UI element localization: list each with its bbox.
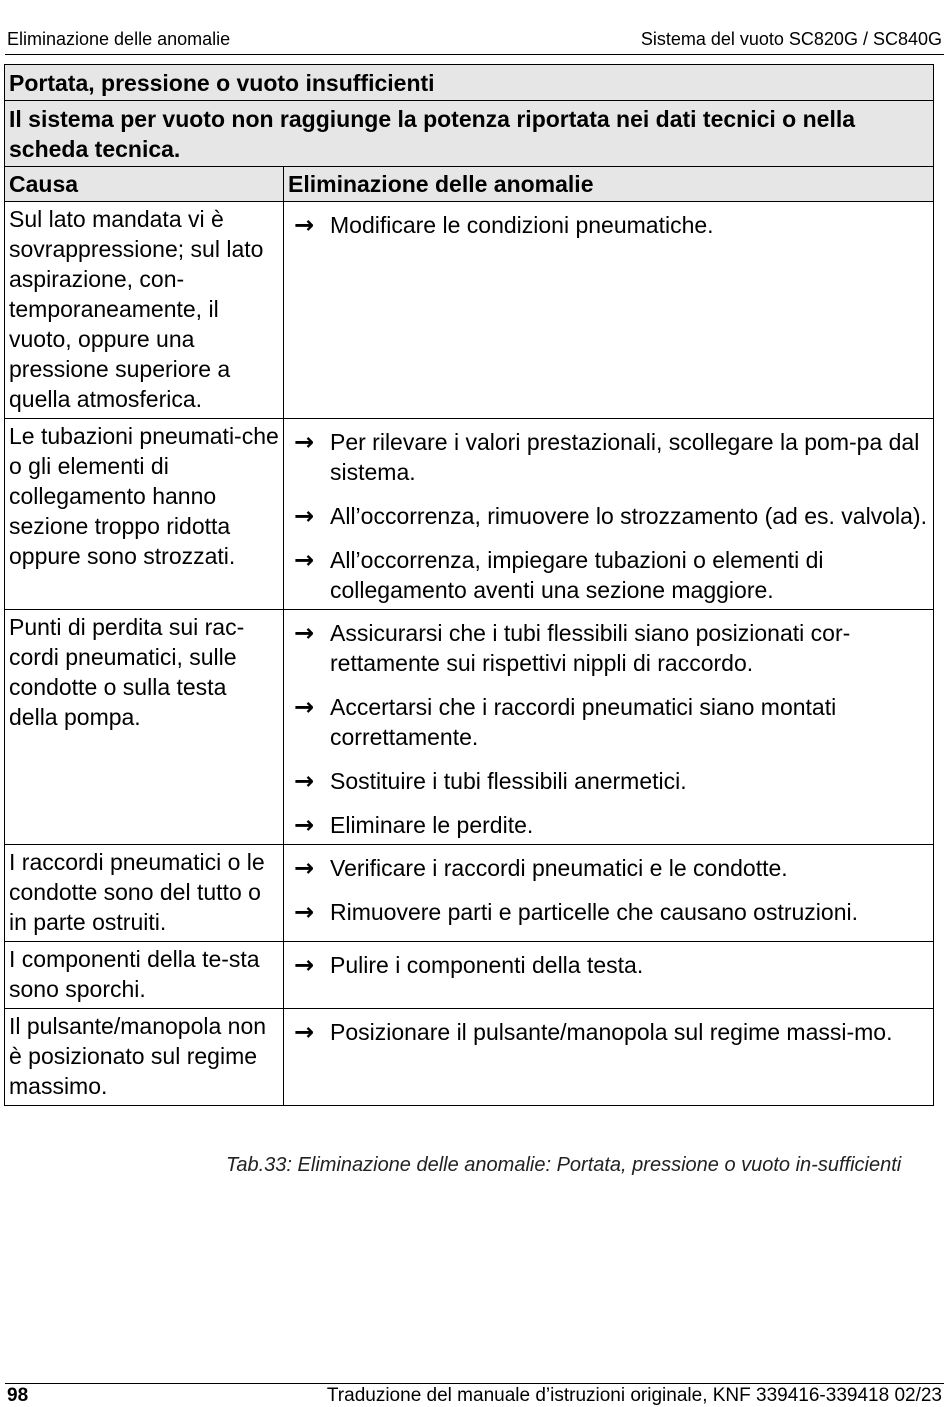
arrow-right-icon: → [294, 854, 315, 882]
remedy-step [294, 853, 929, 883]
remedy-step [294, 545, 929, 605]
remedy-step [294, 950, 929, 980]
remedy-cell [284, 419, 934, 610]
remedy-text: Pulire i componenti della testa. [330, 952, 644, 978]
column-header-remedy: Eliminazione delle anomalie [284, 167, 934, 202]
table-row [5, 1009, 934, 1106]
arrow-right-icon: → [294, 211, 315, 239]
remedy-text: Rimuovere parti e particelle che causano ostruzioni. [330, 899, 858, 925]
document-reference: Traduzione del manuale d’istruzioni originale, KNF 339416-339418 02/23 [326, 1385, 942, 1406]
arrow-right-icon: → [294, 428, 315, 456]
arrow-right-icon: → [294, 619, 315, 647]
arrow-right-icon: → [294, 1018, 315, 1046]
remedy-cell [284, 942, 934, 1009]
remedy-text: Posizionare il pulsante/manopola sul regime massi-mo. [330, 1019, 893, 1045]
table-row [5, 942, 934, 1009]
remedy-text: Eliminare le perdite. [330, 812, 534, 838]
remedy-cell [284, 845, 934, 942]
cause-cell: Sul lato mandata vi è sovrappressione; sul lato aspirazione, con-temporaneamente, il vuoto, oppure una pressione superiore a quella atmosferica. [5, 202, 284, 419]
remedy-step [294, 766, 929, 796]
remedy-text: Verificare i raccordi pneumatici e le condotte. [330, 855, 788, 881]
remedy-text: Modificare le condizioni pneumatiche. [330, 212, 714, 238]
arrow-right-icon: → [294, 546, 315, 574]
table-row [5, 845, 934, 942]
arrow-right-icon: → [294, 767, 315, 795]
page-number: 98 [7, 1385, 29, 1406]
table-row [5, 202, 934, 419]
arrow-right-icon: → [294, 502, 315, 530]
table-row [5, 610, 934, 845]
cause-cell: Il pulsante/manopola non è posizionato sul regime massimo. [5, 1009, 284, 1106]
header-product-name: Sistema del vuoto SC820G / SC840G [640, 29, 942, 49]
remedy-text: Sostituire i tubi flessibili anermetici. [330, 768, 687, 794]
cause-cell: I raccordi pneumatici o le condotte sono del tutto o in parte ostruiti. [5, 845, 284, 942]
remedy-text: All’occorrenza, rimuovere lo strozzamento (ad es. valvola). [330, 503, 927, 529]
table-title: Portata, pressione o vuoto insufficienti [5, 65, 934, 101]
column-header-cause: Causa [5, 167, 284, 202]
remedy-step [294, 618, 929, 678]
remedy-cell [284, 610, 934, 845]
remedy-cell [284, 202, 934, 419]
arrow-right-icon: → [294, 693, 315, 721]
remedy-step [294, 501, 929, 531]
table-caption: Tab.33: Eliminazione delle anomalie: Portata, pressione o vuoto in-sufficienti [226, 1154, 902, 1176]
remedy-step [294, 427, 929, 487]
remedy-step [294, 810, 929, 840]
page-footer [5, 1383, 944, 1406]
arrow-right-icon: → [294, 951, 315, 979]
remedy-text: Per rilevare i valori prestazionali, scollegare la pom-pa dal sistema. [330, 429, 920, 485]
remedy-step [294, 692, 929, 752]
remedy-step [294, 897, 929, 927]
arrow-right-icon: → [294, 811, 315, 839]
page-header [5, 28, 944, 55]
header-section-title: Eliminazione delle anomalie [7, 29, 231, 49]
arrow-right-icon: → [294, 898, 315, 926]
troubleshooting-table [4, 64, 934, 1106]
remedy-step [294, 1017, 929, 1047]
cause-cell: Le tubazioni pneumati-che o gli elementi di collegamento hanno sezione troppo ridotta oppure sono strozzati. [5, 419, 284, 610]
cause-cell: Punti di perdita sui rac-cordi pneumatici, sulle condotte o sulla testa della pompa. [5, 610, 284, 845]
table-row [5, 419, 934, 610]
remedy-text: Accertarsi che i raccordi pneumatici siano montati correttamente. [330, 694, 837, 750]
remedy-text: All’occorrenza, impiegare tubazioni o elementi di collegamento aventi una sezione maggiore. [330, 547, 824, 603]
cause-cell: I componenti della te-sta sono sporchi. [5, 942, 284, 1009]
remedy-text: Assicurarsi che i tubi flessibili siano posizionati cor-rettamente sui rispettivi nippli di raccordo. [330, 620, 851, 676]
table-subtitle: Il sistema per vuoto non raggiunge la potenza riportata nei dati tecnici o nella scheda tecnica. [5, 101, 934, 167]
remedy-step [294, 210, 929, 240]
remedy-cell [284, 1009, 934, 1106]
